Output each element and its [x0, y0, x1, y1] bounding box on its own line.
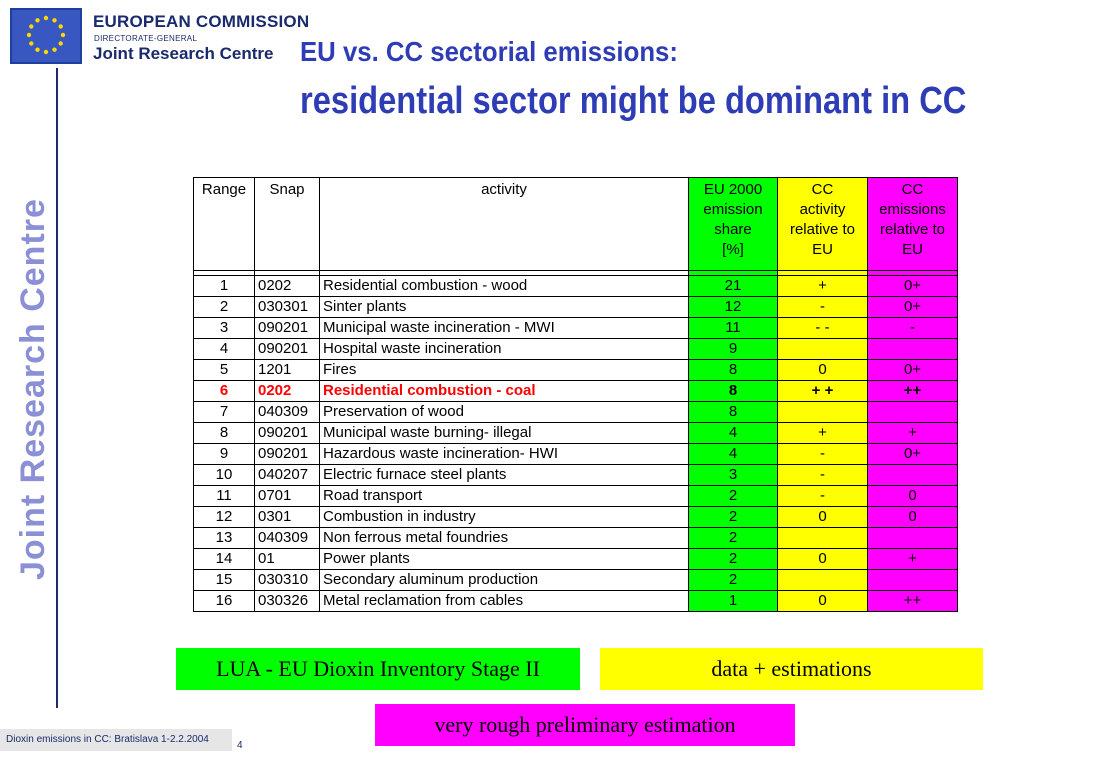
cell-activity: Municipal waste incineration - MWI: [320, 318, 689, 339]
cell-cc-activity: [778, 339, 868, 360]
cell-snap: 090201: [255, 444, 320, 465]
header-ccem-line: relative to: [879, 221, 946, 238]
header-cc-activity: [778, 178, 868, 271]
legend-rough-estimation: very rough preliminary estimation: [375, 704, 795, 746]
cell-snap: 040309: [255, 402, 320, 423]
header-snap: Snap: [255, 178, 320, 271]
side-divider: [56, 68, 58, 708]
cell-eu-share: 2: [689, 549, 778, 570]
cell-eu-share: 2: [689, 528, 778, 549]
legend-data-estimations: data + estimations: [600, 648, 983, 690]
cell-eu-share: 8: [689, 360, 778, 381]
cell-cc-emissions: 0+: [868, 444, 958, 465]
cell-range: 12: [194, 507, 255, 528]
cell-range: 16: [194, 591, 255, 612]
table-row: [194, 549, 958, 570]
cell-snap: 01: [255, 549, 320, 570]
cell-snap: 090201: [255, 318, 320, 339]
table-row: [194, 528, 958, 549]
header-ccact-line: EU: [812, 241, 833, 258]
table-row: [194, 591, 958, 612]
cell-eu-share: 8: [689, 402, 778, 423]
cell-range: 10: [194, 465, 255, 486]
cell-cc-activity: -: [778, 465, 868, 486]
directorate-label: DIRECTORATE-GENERAL: [94, 34, 198, 43]
cell-snap: 0301: [255, 507, 320, 528]
eu-flag-icon: [10, 8, 82, 64]
cell-range: 8: [194, 423, 255, 444]
cell-cc-emissions: [868, 402, 958, 423]
cell-cc-activity: 0: [778, 591, 868, 612]
cell-activity: Residential combustion - wood: [320, 276, 689, 297]
header-eu-share: [689, 178, 778, 271]
header-ccact-line: activity: [799, 201, 846, 218]
centre-name: Joint Research Centre: [93, 44, 274, 63]
cell-cc-activity: [778, 402, 868, 423]
header-cc-emissions: [868, 178, 958, 271]
cell-cc-emissions: 0: [868, 507, 958, 528]
cell-snap: 1201: [255, 360, 320, 381]
cell-snap: 0202: [255, 381, 320, 402]
cell-snap: 0701: [255, 486, 320, 507]
table-row: [194, 465, 958, 486]
cell-activity: Fires: [320, 360, 689, 381]
table-row: [194, 297, 958, 318]
slide-title: EU vs. CC sectorial emissions:: [300, 36, 678, 67]
header-ccem-line: EU: [902, 241, 923, 258]
table-row: [194, 339, 958, 360]
cell-range: 9: [194, 444, 255, 465]
cell-cc-activity: -: [778, 486, 868, 507]
header-eu-line: EU 2000: [703, 181, 763, 198]
cell-eu-share: 1: [689, 591, 778, 612]
cell-eu-share: 3: [689, 465, 778, 486]
cell-cc-activity: - -: [778, 318, 868, 339]
cell-range: 5: [194, 360, 255, 381]
cell-snap: 090201: [255, 423, 320, 444]
table-row: [194, 381, 958, 402]
cell-range: 2: [194, 297, 255, 318]
cell-range: 3: [194, 318, 255, 339]
cell-range: 13: [194, 528, 255, 549]
cell-cc-emissions: 0+: [868, 276, 958, 297]
cell-snap: 030301: [255, 297, 320, 318]
cell-cc-emissions: 0+: [868, 297, 958, 318]
cell-cc-emissions: [868, 339, 958, 360]
cell-cc-emissions: 0: [868, 486, 958, 507]
header-eu-line: emission: [703, 201, 763, 218]
header-activity: activity: [320, 178, 689, 271]
cell-eu-share: 9: [689, 339, 778, 360]
cell-activity: Combustion in industry: [320, 507, 689, 528]
cell-eu-share: 21: [689, 276, 778, 297]
cell-eu-share: 4: [689, 423, 778, 444]
cell-eu-share: 2: [689, 507, 778, 528]
table-row: [194, 318, 958, 339]
cell-activity: Hospital waste incineration: [320, 339, 689, 360]
cell-activity: Hazardous waste incineration- HWI: [320, 444, 689, 465]
table-row: [194, 423, 958, 444]
table-row: [194, 276, 958, 297]
cell-cc-activity: [778, 570, 868, 591]
cell-range: 1: [194, 276, 255, 297]
cell-cc-emissions: +: [868, 423, 958, 444]
cell-activity: Residential combustion - coal: [320, 381, 689, 402]
cell-cc-emissions: ++: [868, 381, 958, 402]
page-number: 4: [237, 740, 243, 751]
cell-snap: 030326: [255, 591, 320, 612]
cell-eu-share: 12: [689, 297, 778, 318]
cell-cc-emissions: 0+: [868, 360, 958, 381]
cell-snap: 040207: [255, 465, 320, 486]
header-ccem-line: CC: [901, 181, 924, 198]
cell-cc-activity: 0: [778, 507, 868, 528]
slide-subtitle: residential sector might be dominant in CC: [300, 80, 967, 122]
emissions-table: [193, 177, 958, 612]
cell-cc-activity: +: [778, 276, 868, 297]
cell-cc-activity: + +: [778, 381, 868, 402]
cell-eu-share: 4: [689, 444, 778, 465]
cell-cc-emissions: -: [868, 318, 958, 339]
cell-activity: Preservation of wood: [320, 402, 689, 423]
cell-cc-emissions: +: [868, 549, 958, 570]
header-eu-line: share: [714, 221, 752, 238]
legend-eu-inventory: LUA - EU Dioxin Inventory Stage II: [176, 648, 580, 690]
cell-cc-emissions: [868, 528, 958, 549]
table-row: [194, 507, 958, 528]
cell-range: 6: [194, 381, 255, 402]
cell-cc-emissions: ++: [868, 591, 958, 612]
cell-range: 11: [194, 486, 255, 507]
cell-activity: Power plants: [320, 549, 689, 570]
table-row: [194, 486, 958, 507]
header-eu-line: [%]: [722, 241, 744, 258]
cell-cc-activity: +: [778, 423, 868, 444]
header-ccact-line: CC: [811, 181, 834, 198]
cell-range: 7: [194, 402, 255, 423]
cell-eu-share: 2: [689, 486, 778, 507]
cell-cc-activity: -: [778, 297, 868, 318]
cell-activity: Road transport: [320, 486, 689, 507]
cell-activity: Sinter plants: [320, 297, 689, 318]
cell-snap: 090201: [255, 339, 320, 360]
header-ccem-line: emissions: [879, 201, 946, 218]
cell-cc-emissions: [868, 465, 958, 486]
cell-range: 15: [194, 570, 255, 591]
cell-activity: Electric furnace steel plants: [320, 465, 689, 486]
header-range: Range: [194, 178, 255, 271]
table-row: [194, 570, 958, 591]
cell-snap: 030310: [255, 570, 320, 591]
table-row: [194, 444, 958, 465]
cell-activity: Secondary aluminum production: [320, 570, 689, 591]
header-ccact-line: relative to: [789, 221, 856, 238]
cell-activity: Non ferrous metal foundries: [320, 528, 689, 549]
cell-cc-activity: 0: [778, 549, 868, 570]
table-row: [194, 402, 958, 423]
cell-cc-emissions: [868, 570, 958, 591]
table-header-row: [194, 178, 958, 271]
cell-range: 4: [194, 339, 255, 360]
cell-cc-activity: -: [778, 444, 868, 465]
cell-snap: 0202: [255, 276, 320, 297]
cell-activity: Metal reclamation from cables: [320, 591, 689, 612]
jrc-logo: [10, 8, 310, 66]
cell-eu-share: 2: [689, 570, 778, 591]
cell-eu-share: 11: [689, 318, 778, 339]
table-row: [194, 360, 958, 381]
cell-snap: 040309: [255, 528, 320, 549]
cell-cc-activity: 0: [778, 360, 868, 381]
cell-range: 14: [194, 549, 255, 570]
cell-cc-activity: [778, 528, 868, 549]
footer-caption: Dioxin emissions in CC: Bratislava 1-2.2.2004: [0, 729, 232, 751]
cell-activity: Municipal waste burning- illegal: [320, 423, 689, 444]
cell-eu-share: 8: [689, 381, 778, 402]
side-label: Joint Research Centre: [14, 198, 52, 580]
organisation-name: EUROPEAN COMMISSION: [93, 12, 310, 31]
